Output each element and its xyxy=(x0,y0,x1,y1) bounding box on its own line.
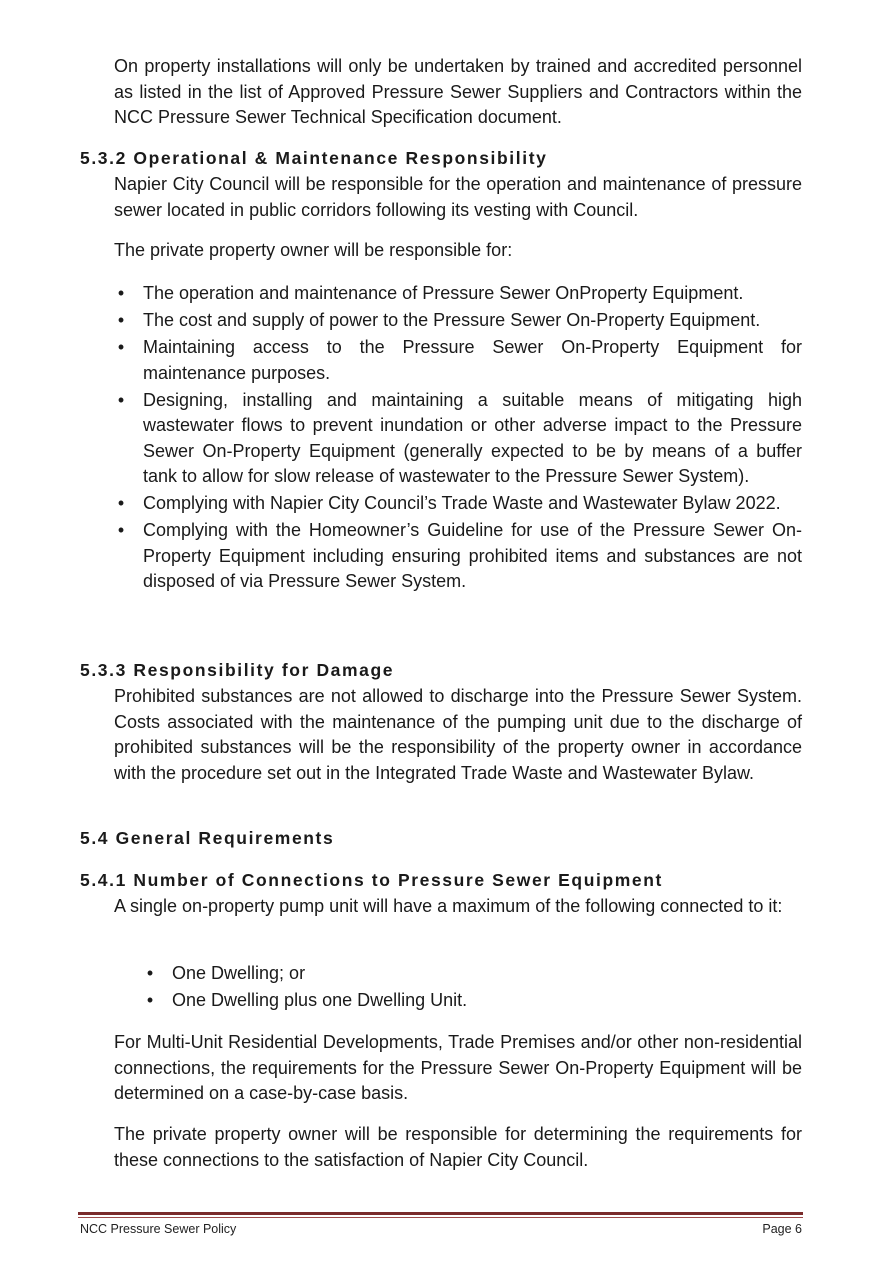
section-541-paragraph-3: The private property owner will be responsible for determining the requirements for these connections to the satisfaction of Napier City Council. xyxy=(114,1124,802,1170)
connections-bullet-list xyxy=(143,961,802,1015)
list-item-text: Maintaining access to the Pressure Sewer On-Property Equipment for maintenance purposes. xyxy=(143,337,802,383)
footer-document-title: NCC Pressure Sewer Policy xyxy=(80,1222,237,1236)
bullet-icon: • xyxy=(117,310,125,330)
section-532-paragraph-2: The private property owner will be responsible for: xyxy=(114,240,513,260)
section-532-heading: 5.3.2 Operational & Maintenance Responsibility xyxy=(80,148,548,168)
bullet-icon: • xyxy=(146,990,154,1010)
footer-page-number: Page 6 xyxy=(762,1222,802,1236)
bullet-icon: • xyxy=(117,283,125,303)
list-item xyxy=(114,308,802,334)
bullet-icon: • xyxy=(117,389,125,410)
list-item xyxy=(114,491,802,517)
list-item xyxy=(114,388,802,490)
bullet-icon: • xyxy=(117,493,125,513)
bullet-icon: • xyxy=(117,520,125,540)
footer-divider-thin xyxy=(78,1217,803,1218)
section-541-heading: 5.4.1 Number of Connections to Pressure Sewer Equipment xyxy=(80,870,663,890)
list-item-text: The operation and maintenance of Pressure Sewer OnProperty Equipment. xyxy=(143,283,744,303)
list-item xyxy=(143,961,802,987)
list-item xyxy=(114,281,802,307)
list-item-text: One Dwelling; or xyxy=(172,963,306,983)
bullet-icon: • xyxy=(117,337,125,357)
list-item xyxy=(143,988,802,1014)
bullet-icon: • xyxy=(146,963,154,983)
list-item-text: One Dwelling plus one Dwelling Unit. xyxy=(172,990,468,1010)
footer-divider xyxy=(78,1212,803,1215)
intro-paragraph: On property installations will only be undertaken by trained and accredited personnel as listed in the list of Approved Pressure Sewer Suppliers and Contractors within the NCC Pressure Sewer Technical Specification document. xyxy=(114,56,802,127)
section-541-paragraph-1: A single on-property pump unit will have a maximum of the following connected to it: xyxy=(114,896,783,916)
list-item-text: The cost and supply of power to the Pressure Sewer On-Property Equipment. xyxy=(143,310,761,330)
section-54-heading: 5.4 General Requirements xyxy=(80,828,335,848)
list-item-text: Complying with the Homeowner’s Guideline for use of the Pressure Sewer On-Property Equipment including ensuring prohibited items and substances are not disposed of via Pressure Sewer System. xyxy=(143,520,802,591)
list-item-text: Complying with Napier City Council’s Trade Waste and Wastewater Bylaw 2022. xyxy=(143,493,781,513)
section-541-paragraph-2: For Multi-Unit Residential Developments, Trade Premises and/or other non-residential connections, the requirements for the Pressure Sewer On-Property Equipment will be determined on a case-by-case basis. xyxy=(114,1032,802,1103)
section-532-paragraph-1: Napier City Council will be responsible for the operation and maintenance of pressure sewer located in public corridors following its vesting with Council. xyxy=(114,174,802,220)
section-533-heading: 5.3.3 Responsibility for Damage xyxy=(80,660,395,680)
list-item-text: Designing, installing and maintaining a suitable means of mitigating high wastewater flows to prevent inundation or other adverse impact to the Pressure Sewer On-Property Equipment (generally expected to be by means of a buffer tank to allow for slow release of wastewater to the Pressure Sewer System). xyxy=(143,389,802,486)
section-533-paragraph: Prohibited substances are not allowed to discharge into the Pressure Sewer System. Costs associated with the maintenance of the pumping unit due to the discharge of prohibited substances will be the responsibility of the property owner in accordance with the procedure set out in the Integrated Trade Waste and Wastewater Bylaw. xyxy=(114,686,802,783)
responsibility-bullet-list xyxy=(114,281,802,596)
list-item xyxy=(114,335,802,386)
list-item xyxy=(114,518,802,595)
